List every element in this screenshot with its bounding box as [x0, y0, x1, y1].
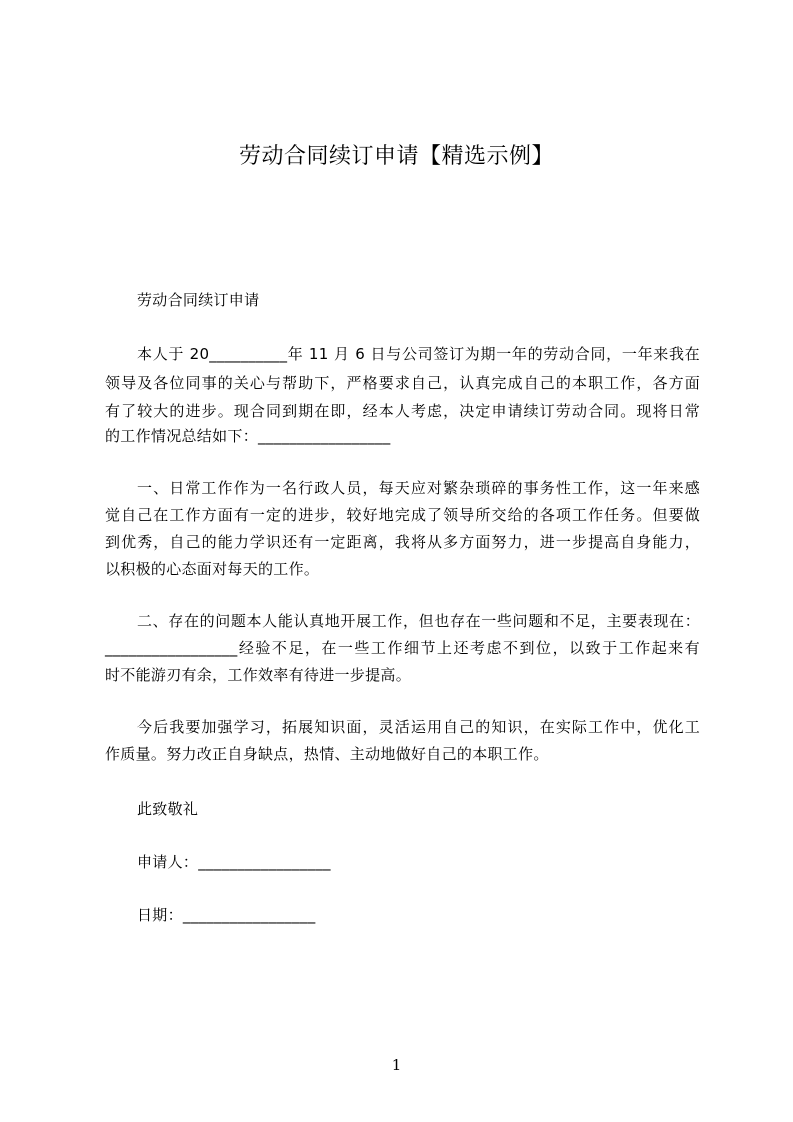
- paragraph-3-line-2: _________________经验不足，在一些工作细节上还考虑不到位，以致于工作起来有: [105, 639, 700, 657]
- paragraph-3-line-3: 时不能游刃有余，工作效率有待进一步提高。: [105, 666, 412, 684]
- paragraph-4-line-2: 作质量。努力改正自身缺点，热情、主动地做好自己的本职工作。: [105, 745, 549, 763]
- paragraph-1-line-2: 领导及各位同事的关心与帮助下，严格要求自己，认真完成自己的本职工作，各方面: [105, 374, 700, 392]
- paragraph-1-line-3: 有了较大的进步。现合同到期在即，经本人考虑，决定申请续订劳动合同。现将日常: [105, 402, 700, 420]
- paragraph-2-line-1: 一、日常工作作为一名行政人员，每天应对繁杂琐碎的事务性工作，这一年来感: [137, 479, 700, 497]
- closing-text: 此致敬礼: [137, 800, 199, 818]
- date-line: 日期：_________________: [137, 906, 316, 924]
- document-title: 劳动合同续订申请【精选示例】: [238, 144, 554, 169]
- paragraph-2-line-4: 以积极的心态面对每天的工作。: [105, 560, 320, 578]
- paragraph-2-line-2: 觉自己在工作方面有一定的进步，较好地完成了领导所交给的各项工作任务。但要做: [105, 506, 700, 524]
- paragraph-1-line-4: 的工作情况总结如下：_________________: [105, 427, 391, 445]
- paragraph-1-line-1: 本人于 20__________年 11 月 6 日与公司签订为期一年的劳动合同，一年来我在: [137, 345, 700, 363]
- document-subtitle: 劳动合同续订申请: [137, 291, 260, 309]
- page-number: 1: [391, 1056, 402, 1074]
- paragraph-3-line-1: 二、存在的问题本人能认真地开展工作，但也存在一些问题和不足，主要表现在：: [137, 612, 700, 630]
- paragraph-2-line-3: 到优秀，自己的能力学识还有一定距离，我将从多方面努力，进一步提高自身能力，: [105, 533, 700, 551]
- applicant-line: 申请人：_________________: [137, 853, 331, 871]
- paragraph-4-line-1: 今后我要加强学习，拓展知识面，灵活运用自己的知识，在实际工作中，优化工: [137, 718, 700, 736]
